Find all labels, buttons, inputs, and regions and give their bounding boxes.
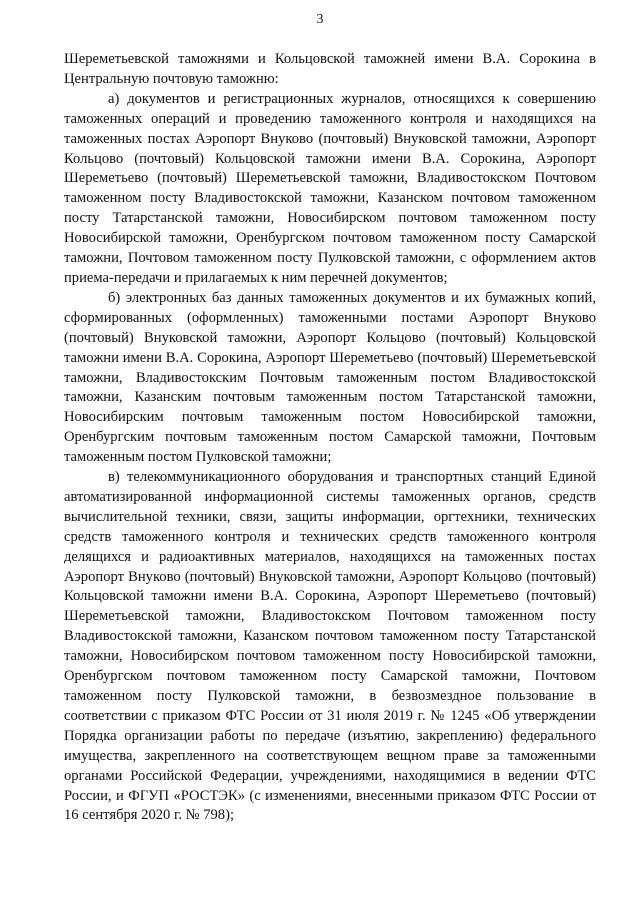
- body-text: [64, 50, 596, 826]
- paragraph-item-c: в) телекоммуникационного оборудования и транспортных станций Единой автоматизированной информационной системы таможенных органов, средств вычислительной техники, связи, защиты информации, оргтехники, технических средств таможенного контроля и технических средств таможенного контроля делящихся и радиоактивных материалов, находящихся на таможенных постах Аэропорт Внуково (почтовый) Внуковской таможни, Аэропорт Кольцово (почтовый) Кольцовской таможни имени В.А. Сорокина, Аэропорт Шереметьево (почтовый) Шереметьевской таможни, Владивостокском Почтовом таможенном посту Владивостокской таможни, Казанском почтовом таможенном посту Татарстанской таможни, Новосибирском почтовом таможенном посту Новосибирской таможни, Оренбургском почтовом таможенном посту Самарской таможни, Почтовом таможенном посту Пулковской таможни, в безвозмездное пользование в соответствии с приказом ФТС России от 31 июля 2019 г. № 1245 «Об утверждении Порядка организации работы по передаче (изъятию, закреплению) федерального имущества, закрепленного на соответствующем вещном праве за таможенными органами Российской Федерации, учреждениями, находящимися в ведении ФТС России, и ФГУП «РОСТЭК» (с изменениями, внесенными приказом ФТС России от 16 сентября 2020 г. № 798);: [64, 469, 596, 824]
- paragraph-item-b: б) электронных баз данных таможенных документов и их бумажных копий, сформированных (оформленных) таможенными постами Аэропорт Внуково (почтовый) Внуковской таможни, Аэропорт Кольцово (почтовый) Кольцовской таможни имени В.А. Сорокина, Аэропорт Шереметьево (почтовый) Шереметьевской таможни, Владивостокским Почтовым таможенным постом Владивостокской таможни, Казанским почтовым таможенным постом Татарстанской таможни, Новосибирским почтовым таможенным постом Новосибирской таможни, Оренбургским почтовым таможенным постом Самарской таможни, Почтовым таможенным постом Пулковской таможни;: [64, 289, 596, 466]
- paragraph-item-a: а) документов и регистрационных журналов, относящихся к совершению таможенных операций и проведению таможенного контроля и находящихся на таможенных постах Аэропорт Внуково (почтовый) Внуковской таможни, Аэропорт Кольцово (почтовый) Кольцовской таможни имени В.А. Сорокина, Аэропорт Шереметьево (почтовый) Шереметьевской таможни, Владивостокском Почтовом таможенном посту Владивостокской таможни, Казанском почтовом таможенном посту Татарстанской таможни, Новосибирском почтовом таможенном посту Новосибирской таможни, Оренбургском почтовом таможенном посту Самарской таможни, Почтовом таможенном посту Пулковской таможни, с оформлением актов приема-передачи и прилагаемых к ним перечней документов;: [64, 90, 596, 286]
- page-number: 3: [316, 12, 324, 27]
- paragraph-continuation: Шереметьевской таможнями и Кольцовской таможней имени В.А. Сорокина в Центральную почтовую таможню:: [64, 51, 596, 87]
